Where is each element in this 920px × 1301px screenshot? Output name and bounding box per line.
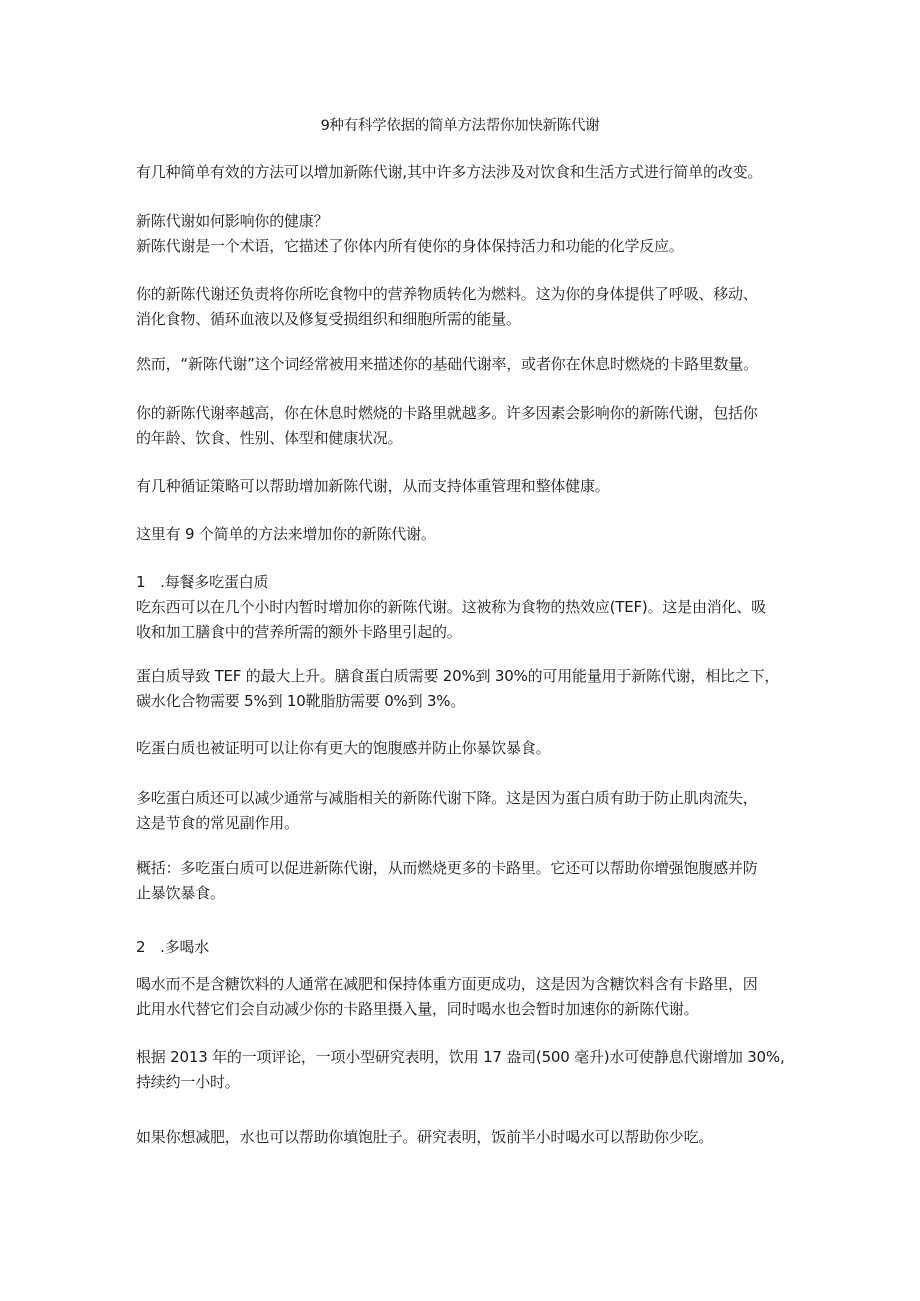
section-1-paragraph-satiety: 吃蛋白质也被证明可以让你有更大的饱腹感并防止你暴饮暴食。 xyxy=(136,739,551,757)
paragraph-rate-factors: 你的新陈代谢率越高，你在休息时燃烧的卡路里就越多。许多因素会影响你的新陈代谢，包括你 的年龄、饮食、性别、体型和健康状况。 xyxy=(136,404,758,447)
section-1-heading: 1 .每餐多吃蛋白质 xyxy=(136,573,269,591)
section-1-summary: 概括：多吃蛋白质可以促进新陈代谢，从而燃烧更多的卡路里。它还可以帮助你增强饱腹感并防 止暴饮暴食。 xyxy=(136,859,758,902)
section-1-paragraph-tef: 吃东西可以在几个小时内暂时增加你的新陈代谢。这被称为食物的热效应(TEF)。这是由消化、吸 收和加工膳食中的营养所需的额外卡路里引起的。 xyxy=(136,598,766,641)
paragraph-metabolism-role: 你的新陈代谢还负责将你所吃食物中的营养物质转化为燃料。这为你的身体提供了呼吸、移动、 消化食物、循环血液以及修复受损组织和细胞所需的能量。 xyxy=(136,285,758,328)
question-heading: 新陈代谢如何影响你的健康？ xyxy=(136,212,329,230)
paragraph-definition: 新陈代谢是一个术语，它描述了你体内所有使你的身体保持活力和功能的化学反应。 xyxy=(136,237,684,255)
paragraph-strategies: 有几种循证策略可以帮助增加新陈代谢，从而支持体重管理和整体健康。 xyxy=(136,477,610,495)
paragraph-basal-rate: 然而，“新陈代谢”这个词经常被用来描述你的基础代谢率，或者你在休息时燃烧的卡路里数量。 xyxy=(136,355,758,373)
section-2-paragraph-fullness: 如果你想减肥，水也可以帮助你填饱肚子。研究表明，饭前半小时喝水可以帮助你少吃。 xyxy=(136,1128,714,1146)
section-2-paragraph-study: 根据 2013 年的一项评论，一项小型研究表明，饮用 17 盎司(500 毫升)水可使静息代谢增加 30%, 持续约一小时。 xyxy=(136,1048,785,1091)
paragraph-nine-methods: 这里有 9 个简单的方法来增加你的新陈代谢。 xyxy=(136,525,436,543)
section-1-paragraph-protein-tef: 蛋白质导致 TEF 的最大上升。膳食蛋白质需要 20%到 30%的可用能量用于新陈代谢，相比之下， 碳水化合物需要 5%到 10靴脂肪需要 0%到 3%。 xyxy=(136,667,780,710)
intro-paragraph: 有几种简单有效的方法可以增加新陈代谢,其中许多方法涉及对饮食和生活方式进行简单的改变。 xyxy=(136,163,763,181)
section-2-heading: 2 .多喝水 xyxy=(136,938,210,956)
section-1-paragraph-muscle: 多吃蛋白质还可以减少通常与减脂相关的新陈代谢下降。这是因为蛋白质有助于防止肌肉流失， 这是节食的常见副作用。 xyxy=(136,789,758,832)
document-title: 9种有科学依据的简单方法帮你加快新陈代谢 xyxy=(320,118,600,134)
section-2-paragraph-drinks: 喝水而不是含糖饮料的人通常在减肥和保持体重方面更成功，这是因为含糖饮料含有卡路里，因 此用水代替它们会自动减少你的卡路里摄入量，同时喝水也会暂时加速你的新陈代谢。 xyxy=(136,975,758,1018)
